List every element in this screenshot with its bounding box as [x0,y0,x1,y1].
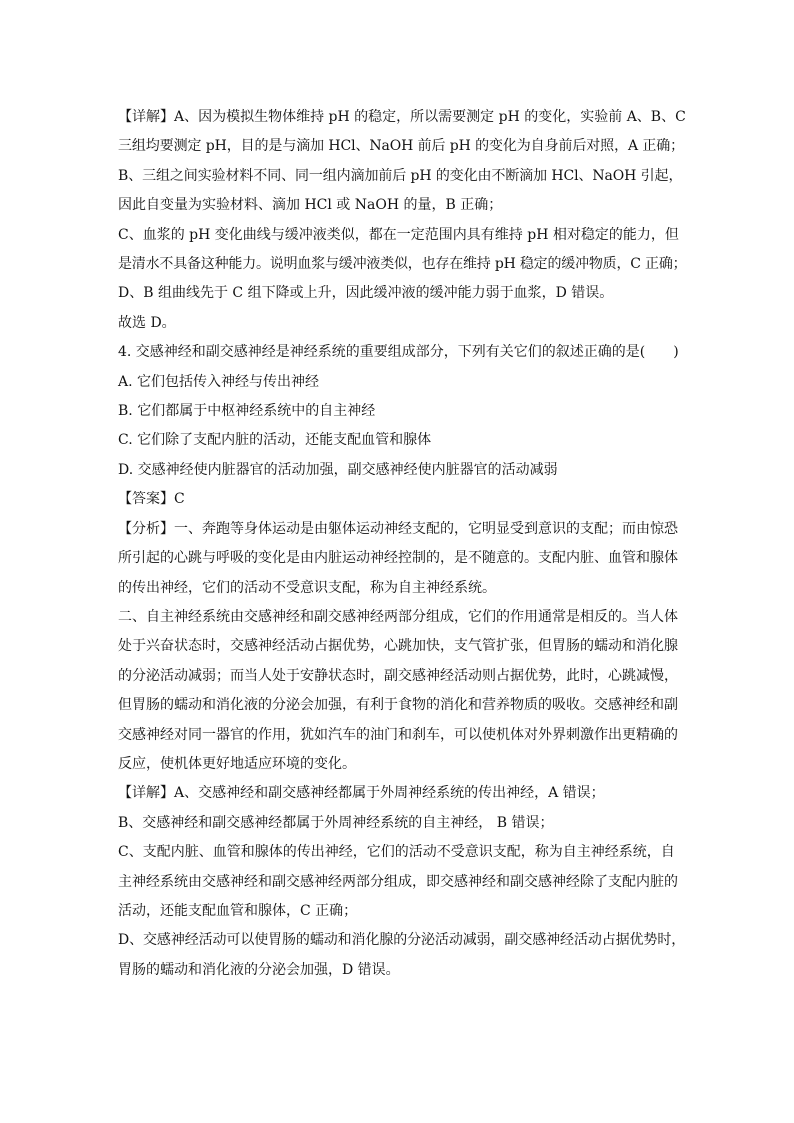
detail-line: D、交感神经活动可以使胃肠的蠕动和消化腺的分泌活动减弱，副交感神经活动占据优势时， [118,932,686,949]
analysis-line: 二、自主神经系统由交感神经和副交感神经两部分组成，它们的作用通常是相反的。当人体 [118,608,678,625]
document-body [118,103,686,985]
explanation-line: C、血浆的 pH 变化曲线与缓冲液类似，都在一定范围内具有维持 pH 相对稳定的能力，但 [118,226,679,243]
option-d: D. 交感神经使内脏器官的活动加强，副交感神经使内脏器官的活动减弱 [118,461,558,478]
detail-line: 主神经系统由交感神经和副交感神经两部分组成，即交感神经和副交感神经除了支配内脏的 [118,873,678,890]
detail-line: 胃肠的蠕动和消化液的分泌会加强，D 错误。 [118,961,400,978]
detail-line: 【详解】A、交感神经和副交感神经都属于外周神经系统的传出神经，A 错误； [118,785,605,802]
detail-line: C、支配内脏、血管和腺体的传出神经，它们的活动不受意识支配，称为自主神经系统，自 [118,844,675,861]
option-c: C. 它们除了支配内脏的活动，还能支配血管和腺体 [118,432,432,449]
analysis-line: 【分析】一、奔跑等身体运动是由躯体运动神经支配的，它明显受到意识的支配；而由惊恐 [118,520,678,537]
analysis-line: 处于兴奋状态时，交感神经活动占据优势，心跳加快，支气管扩张，但胃肠的蠕动和消化腺 [118,638,678,655]
explanation-line: B、三组之间实验材料不同、同一组内滴加前后 pH 的变化由不断滴加 HCl、NaOH 引起， [118,167,683,184]
analysis-line: 交感神经对同一器官的作用，犹如汽车的油门和刹车，可以使机体对外界刺激作出更精确的 [118,726,678,743]
question-stem: 4. 交感神经和副交感神经是神经系统的重要组成部分，下列有关它们的叙述正确的是( ) [118,344,679,361]
option-a: A. 它们包括传入神经与传出神经 [118,373,320,390]
answer-choice-line: 故选 D。 [118,314,176,331]
analysis-line: 的分泌活动减弱；而当人处于安静状态时，副交感神经活动则占据优势，此时，心跳减慢， [118,667,678,684]
explanation-line: 是清水不具备这种能力。说明血浆与缓冲液类似，也存在维持 pH 稳定的缓冲物质，C 正确； [118,256,687,273]
explanation-line: 因此自变量为实验材料、滴加 HCl 或 NaOH 的量，B 正确； [118,197,503,214]
analysis-line: 的传出神经，它们的活动不受意识支配，称为自主神经系统。 [118,579,496,596]
analysis-line: 但胃肠的蠕动和消化液的分泌会加强，有利于食物的消化和营养物质的吸收。交感神经和副 [118,697,678,714]
answer-line: 【答案】C [118,491,185,508]
analysis-line: 反应，使机体更好地适应环境的变化。 [118,755,356,772]
detail-line: 活动，还能支配血管和腺体，C 正确； [118,902,358,919]
option-b: B. 它们都属于中枢神经系统中的自主神经 [118,403,376,420]
explanation-line: 【详解】A、因为模拟生物体维持 pH 的稳定，所以需要测定 pH 的变化，实验前 A、B、C [118,109,686,125]
explanation-line: D、B 组曲线先于 C 组下降或上升，因此缓冲液的缓冲能力弱于血浆，D 错误。 [118,285,614,302]
analysis-line: 所引起的心跳与呼吸的变化是由内脏运动神经控制的，是不随意的。支配内脏、血管和腺体 [118,550,678,567]
explanation-line: 三组均要测定 pH，目的是与滴加 HCl、NaOH 前后 pH 的变化为自身前后对照，A 正确； [118,138,685,155]
detail-line: B、交感神经和副交感神经都属于外周神经系统的自主神经， B 错误； [118,814,554,831]
